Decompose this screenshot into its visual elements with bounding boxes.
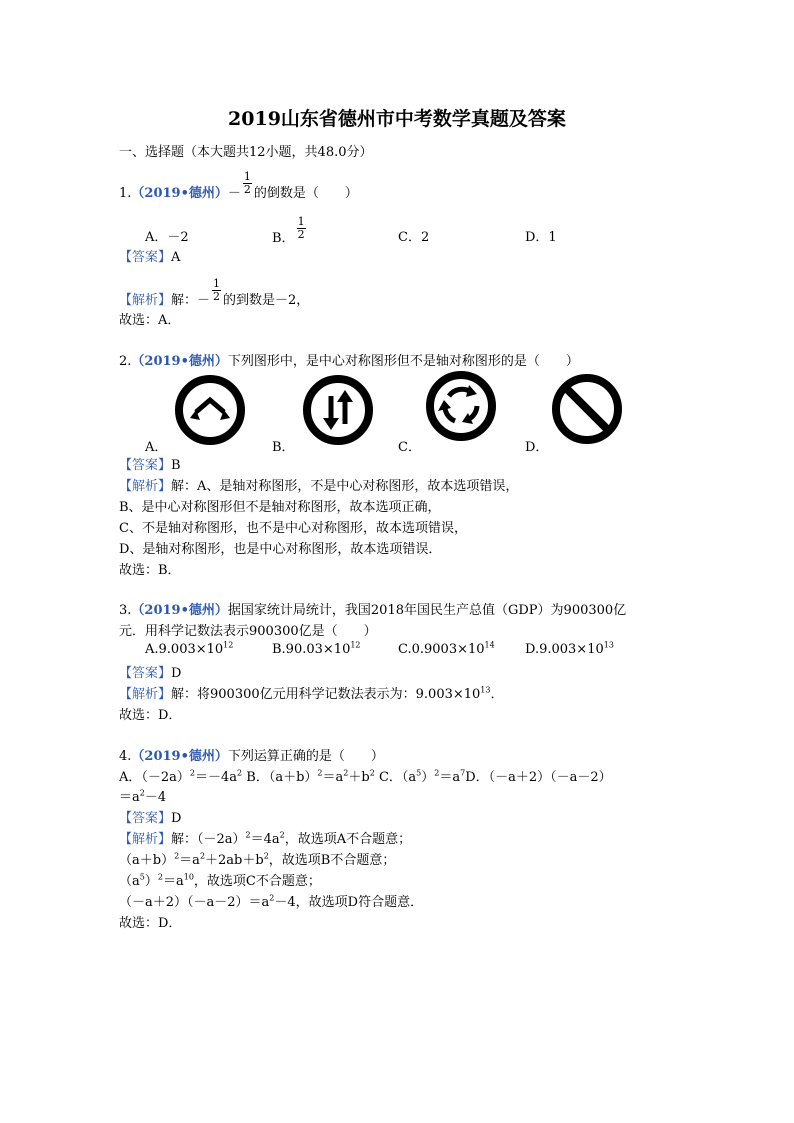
page-title: 2019山东省德州市中考数学真题及答案	[228, 108, 566, 130]
exponent: 2	[343, 768, 349, 778]
option-text: D.9.003×10	[525, 642, 604, 657]
option-b: B．（a＋b）	[246, 770, 318, 785]
question-source: （2019•德州）	[131, 749, 228, 764]
exponent: 5	[139, 872, 145, 882]
analysis-text: ＝a	[179, 853, 200, 868]
option-d: D．（－a＋2）（－a－2）	[465, 770, 612, 785]
analysis-tag: 【解析】	[119, 687, 172, 702]
question-source: （2019•德州）	[131, 354, 228, 369]
question-3	[119, 599, 626, 618]
question-text: 据国家统计局统计，我国2018年国民生产总值（GDP）为900300亿	[227, 603, 627, 618]
analysis-text: 的到数是－2，	[223, 293, 310, 308]
option-b	[272, 642, 361, 657]
minus-sign: －	[227, 186, 241, 201]
analysis-text: 解：－	[171, 293, 211, 308]
conclusion: 故选：A．	[119, 313, 181, 328]
analysis-line	[119, 828, 411, 847]
exponent: 2	[279, 830, 285, 840]
exponent: 10	[183, 872, 194, 882]
option-a: A．－2	[145, 230, 189, 245]
analysis-text: （a＋b）	[119, 853, 175, 868]
exponent: 2	[189, 768, 196, 778]
exponent: 2	[369, 768, 375, 778]
fraction-numerator: 1	[213, 277, 221, 290]
option-a: ＝－4a	[195, 770, 238, 785]
question-source: （2019•德州）	[131, 186, 228, 201]
analysis-text: ，故选项B不合题意；	[268, 853, 396, 868]
exponent: 2	[139, 788, 145, 798]
question-text: 下列图形中，是中心对称图形但不是轴对称图形的是（ ）	[227, 354, 579, 369]
analysis-line	[119, 683, 504, 702]
fraction-numerator: 1	[243, 170, 251, 183]
exponent: 2	[237, 768, 243, 778]
answer-value: A	[171, 250, 181, 265]
question-4	[119, 745, 384, 764]
analysis-tag: 【解析】	[119, 832, 172, 847]
question-number: 3.	[119, 603, 132, 618]
answer-tag: 【答案】	[119, 250, 172, 265]
section-header: 一、选择题（本大题共12小题，共48.0分）	[119, 145, 373, 160]
options-line	[119, 766, 612, 785]
option-a: A．	[145, 440, 168, 455]
analysis-line	[119, 891, 423, 910]
fraction	[243, 171, 252, 196]
analysis-line	[119, 475, 518, 494]
answer-line	[119, 454, 181, 473]
exponent: 2	[245, 830, 251, 840]
roundabout-sign-icon	[425, 370, 497, 442]
analysis-text: ＋2ab＋b	[205, 853, 264, 868]
conclusion: 故选：D．	[119, 916, 182, 931]
answer-value: B	[171, 458, 181, 473]
option-d: D．1	[525, 230, 557, 245]
question-number: 4.	[119, 749, 132, 764]
option-a: A．（－2a）	[119, 770, 190, 785]
analysis-text: ．	[490, 687, 504, 702]
exponent: 2	[157, 872, 163, 882]
answer-line	[119, 807, 181, 826]
question-1	[119, 170, 358, 206]
option-c: ）	[421, 770, 435, 785]
question-2	[119, 350, 579, 369]
option-text: C.0.9003×10	[398, 642, 485, 657]
option-a	[145, 642, 233, 657]
analysis-line	[119, 870, 321, 889]
exponent: 2	[199, 851, 206, 861]
option-d: D．	[525, 440, 549, 455]
option-c: C．（a	[378, 770, 417, 785]
question-source: （2019•德州）	[131, 603, 228, 618]
option-exponent: 12	[223, 640, 234, 650]
question-text: 下列运算正确的是（ ）	[227, 749, 384, 764]
option-c	[398, 642, 495, 657]
analysis-text: （－a＋2）（－a－2）＝a	[119, 895, 270, 910]
analysis-text: （a	[119, 874, 140, 889]
option-exponent: 12	[350, 640, 361, 650]
option-text: B.90.03×10	[272, 642, 351, 657]
option-exponent: 14	[484, 640, 495, 650]
option-b-label: B．	[272, 231, 295, 246]
analysis-line: C、不是轴对称图形，也不是中心对称图形，故本选项错误，	[119, 521, 467, 536]
option-c: C．	[398, 440, 421, 455]
analysis-text: 解：A、是轴对称图形，不是中心对称图形，故本选项错误，	[171, 479, 519, 494]
question-number: 2.	[119, 354, 132, 369]
option-b-fraction	[297, 216, 306, 241]
question-text: 的倒数是（ ）	[253, 186, 358, 201]
analysis-text: ，故选项A不合题意；	[284, 832, 412, 847]
option-d	[525, 642, 614, 657]
exponent: 2	[174, 851, 180, 861]
option-b: ＝a	[322, 770, 344, 785]
option-d: ＝a	[119, 790, 140, 805]
option-c: C．2	[398, 230, 430, 245]
answer-line	[119, 662, 181, 681]
option-exponent: 13	[603, 640, 614, 650]
option-d: －4	[144, 790, 167, 805]
analysis-tag: 【解析】	[119, 479, 172, 494]
analysis-text: 解：将900300亿元用科学记数法表示为：9.003×10	[171, 687, 481, 702]
analysis-text: ，故选项C不合题意；	[193, 874, 321, 889]
analysis-fraction	[212, 278, 221, 303]
analysis-text: ＝4a	[250, 832, 280, 847]
analysis-exponent: 13	[480, 685, 491, 695]
opposite-arrows-sign-icon	[302, 374, 374, 446]
fraction-denominator: 2	[243, 183, 251, 196]
option-b	[272, 215, 308, 251]
option-text: A.9.003×10	[145, 642, 224, 657]
conclusion: 故选：D．	[119, 708, 182, 723]
analysis-text: ＝a	[162, 874, 184, 889]
answer-value: D	[171, 811, 182, 826]
exponent: 2	[317, 768, 323, 778]
exponent: 2	[434, 768, 440, 778]
analysis-line: B、是中心对称图形但不是轴对称图形，故本选项正确，	[119, 500, 441, 515]
option-b: ＋b	[348, 770, 370, 785]
answer-tag: 【答案】	[119, 666, 172, 681]
question-text-cont: 元．用科学记数法表示900300亿是（ ）	[119, 624, 377, 639]
options-line	[119, 786, 166, 805]
analysis-text: －4，故选项D符合题意．	[274, 895, 424, 910]
question-number: 1.	[119, 186, 132, 201]
exponent: 2	[269, 893, 275, 903]
exponent: 2	[263, 851, 269, 861]
option-c: ＝a	[439, 770, 461, 785]
answer-line	[119, 246, 180, 265]
answer-tag: 【答案】	[119, 458, 172, 473]
analysis-line: D、是轴对称图形，也是中心对称图形，故本选项错误．	[119, 542, 442, 557]
double-arrow-sign-icon	[174, 374, 246, 446]
fraction-numerator: 1	[297, 215, 305, 228]
fraction-denominator: 2	[297, 228, 305, 241]
answer-value: D	[171, 666, 182, 681]
fraction-denominator: 2	[213, 290, 221, 303]
answer-tag: 【答案】	[119, 811, 172, 826]
analysis-line	[119, 849, 395, 868]
analysis-text: 解：（－2a）	[171, 832, 246, 847]
no-entry-sign-icon	[551, 373, 623, 445]
conclusion: 故选：B．	[119, 563, 181, 578]
exponent: 7	[460, 768, 466, 778]
analysis-text: ）	[144, 874, 158, 889]
exponent: 5	[416, 768, 422, 778]
option-b: B．	[272, 440, 295, 455]
analysis-tag: 【解析】	[119, 293, 172, 308]
